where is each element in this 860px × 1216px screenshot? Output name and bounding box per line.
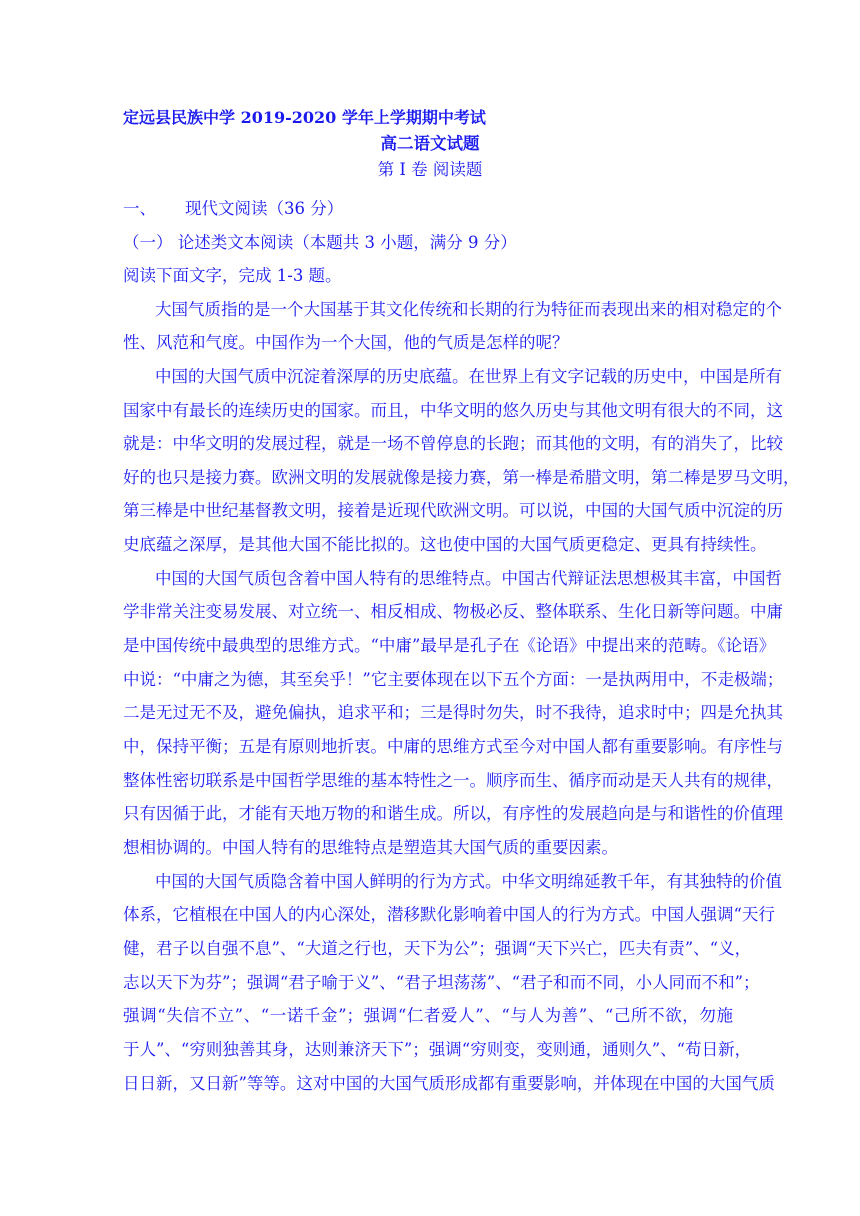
paragraph-line: 中说：“中庸之为德，其至矣乎！”它主要体现在以下五个方面：一是执两用中，不走极端；	[123, 670, 784, 689]
paragraph-line: 中国的大国气质包含着中国人特有的思维特点。中国古代辩证法思想极其丰富，中国哲	[155, 569, 782, 588]
volume-title: 第 I 卷 阅读题	[377, 160, 483, 179]
paragraph-line: 中国的大国气质隐含着中国人鲜明的行为方式。中华文明绵延教千年，有其独特的价值	[155, 872, 782, 891]
section-number: 一、	[123, 199, 156, 218]
subsection-heading: （一） 论述类文本阅读（本题共 3 小题，满分 9 分）	[123, 233, 517, 252]
paragraph-line: 性、风范和气度。中国作为一个大国，他的气质是怎样的呢？	[123, 333, 569, 352]
paragraph-line: 想相协调的。中国人特有的思维特点是塑造其大国气质的重要因素。	[123, 838, 618, 857]
reading-instruction: 阅读下面文字，完成 1-3 题。	[123, 266, 342, 285]
paragraph-line: 学非常关注变易发展、对立统一、相反相成、物极必反、整体联系、生化日新等问题。中庸	[123, 602, 783, 621]
paragraph-line: 健，君子以自强不息”、“大道之行也，天下为公”；强调“天下兴亡，匹夫有责”、“义，	[123, 939, 752, 958]
section-heading	[123, 201, 733, 218]
section-title: 现代文阅读（36 分）	[185, 199, 344, 218]
paragraph-line: 史底蕴之深厚，是其他大国不能比拟的。这也使中国的大国气质更稳定、更具有持续性。	[123, 535, 767, 554]
paragraph-line: 第三棒是中世纪基督教文明，接着是近现代欧洲文明。可以说，中国的大国气质中沉淀的历	[123, 501, 783, 520]
paragraph-line: 国家中有最长的连续历史的国家。而且，中华文明的悠久历史与其他文明有很大的不同，这	[123, 401, 783, 420]
paragraph-line: 于人”、“穷则独善其身，达则兼济天下”；强调“穷则变，变则通，通则久”、“苟日新，	[123, 1040, 752, 1059]
exam-header: 定远县民族中学 2019-2020 学年上学期期中考试	[123, 108, 486, 127]
paragraph-line: 只有因循于此，才能有天地万物的和谐生成。所以，有序性的发展趋向是与和谐性的价值理	[123, 804, 783, 823]
paragraph-line: 整体性密切联系是中国哲学思维的基本特性之一。顺序而生、循序而动是天人共有的规律，	[123, 771, 783, 790]
paragraph-line: 中，保持平衡；五是有原则地折衷。中庸的思维方式至今对中国人都有重要影响。有序性与	[123, 737, 783, 756]
paragraph-line: 日日新，又日新”等等。这对中国的大国气质形成都有重要影响，并体现在中国的大国气质	[123, 1074, 775, 1093]
paragraph-line: 志以天下为芬”；强调“君子喻于义”、“君子坦荡荡”、“君子和而不同，小人同而不和”；	[123, 973, 760, 992]
exam-title: 高二语文试题	[380, 134, 480, 153]
paragraph-line: 二是无过无不及，避免偏执，追求平和；三是得时勿失，时不我待，追求时中；四是允执其	[123, 703, 783, 722]
paragraph-line: 是中国传统中最典型的思维方式。“中庸”最早是孔子在《论语》中提出来的范畴。《论语》	[123, 636, 776, 655]
paragraph-line: 就是：中华文明的发展过程，就是一场不曾停息的长跑；而其他的文明，有的消失了，比较	[123, 434, 783, 453]
paragraph-line: 中国的大国气质中沉淀着深厚的历史底蕴。在世界上有文字记载的历史中，中国是所有	[155, 367, 782, 386]
paragraph-line: 大国气质指的是一个大国基于其文化传统和长期的行为特征而表现出来的相对稳定的个	[155, 300, 782, 319]
paragraph-line: 强调“失信不立”、“一诺千金”；强调“仁者爱人”、“与人为善”、“己所不欲，勿施	[123, 1006, 733, 1025]
paragraph-line: 体系，它植根在中国人的内心深处，潜移默化影响着中国人的行为方式。中国人强调“天行	[123, 905, 775, 924]
paragraph-line: 好的也只是接力赛。欧洲文明的发展就像是接力赛，第一棒是希腊文明，第二棒是罗马文明，	[123, 468, 800, 487]
